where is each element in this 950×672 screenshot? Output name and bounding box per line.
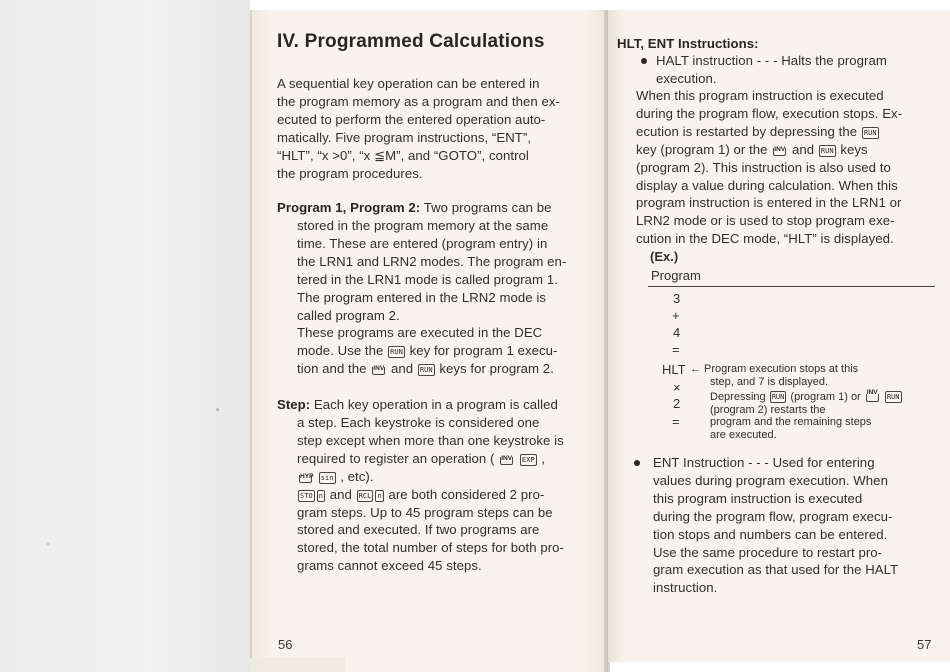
page-number: 56: [278, 637, 293, 652]
program-step: 3: [673, 291, 681, 306]
n-key-icon: n: [377, 491, 382, 500]
key-body: [500, 457, 513, 465]
text-line: [297, 468, 595, 486]
text-line: during the program flow, execution stops. Ex-: [636, 105, 903, 121]
text-fragment: tion and the: [297, 361, 367, 377]
term-label: Program 1, Program 2:: [277, 200, 421, 215]
text-line: this program instruction is executed: [653, 490, 863, 506]
exp-key-icon: EXP: [521, 455, 535, 464]
text-line: A sequential key operation can be entered in: [277, 76, 540, 91]
step-definition-body: [297, 414, 595, 575]
text-line: are executed.: [710, 428, 777, 441]
inv-key-icon: [772, 142, 787, 156]
section-title: HLT, ENT Instructions:: [617, 36, 759, 51]
text-fragment: and: [329, 486, 352, 502]
text-line: ← Program execution stops at this: [690, 363, 859, 375]
text-line: gram execution as that used for the HALT: [653, 562, 899, 578]
key-body: [299, 475, 312, 483]
text-line: [690, 388, 936, 404]
program-step: 4: [673, 325, 681, 340]
key-body: [372, 367, 385, 375]
term-label: Step:: [277, 397, 311, 412]
text-fragment: key (program 1) or the: [636, 141, 768, 157]
run-key-icon: RUN: [390, 348, 403, 357]
paper-speck: [216, 408, 219, 411]
text-line: the program procedures.: [277, 165, 423, 181]
text-line: (program 2). This instruction is also used to: [636, 159, 891, 175]
key-label: INV: [866, 389, 878, 396]
run-key-icon: RUN: [419, 366, 433, 375]
page-heading: IV. Programmed Calculations: [277, 31, 545, 52]
text-line: grams cannot exceed 45 steps.: [297, 558, 482, 574]
text-line: ENT Instruction - - - Used for entering: [653, 455, 875, 470]
text-line: a step. Each keystroke is considered one: [297, 415, 540, 430]
text-line: (program 2) restarts the: [710, 403, 826, 416]
text-line: When this program instruction is executed: [636, 88, 884, 103]
text-fragment: ecution is restarted by depressing the: [636, 123, 858, 139]
text-fragment: (program 1) or: [790, 391, 861, 403]
text-fragment: , etc).: [340, 468, 374, 484]
text-line: execution.: [656, 70, 717, 86]
program-step: HLT: [662, 362, 686, 377]
text-fragment: and: [792, 141, 815, 157]
rcl-key-icon: RCL: [358, 491, 372, 500]
key-label: INV: [373, 365, 385, 373]
run-key-icon: RUN: [863, 128, 877, 137]
hyp-key-icon: [298, 469, 313, 483]
program-column-header: Program: [651, 268, 701, 283]
inv-key-icon: [499, 451, 514, 465]
bullet-icon: [634, 460, 640, 466]
inv-key-icon: [865, 388, 880, 402]
text-fragment: are both considered 2 pro-: [388, 486, 545, 502]
text-line: LRN2 mode or is used to stop program exe-: [636, 213, 895, 229]
text-line: [297, 486, 595, 504]
program-definition-body: [297, 217, 595, 378]
page-number: 57: [917, 637, 932, 652]
text-line: program instruction is entered in the LRN1 or: [636, 195, 902, 211]
page-bottom-edge: [250, 658, 345, 672]
text-line: stored and executed. If two programs are: [297, 522, 540, 538]
text-line: [636, 123, 936, 141]
text-line: ecuted to perform the entered operation auto-: [277, 111, 546, 127]
text-line: the program memory as a program and then ex-: [277, 93, 560, 109]
text-line: Use the same procedure to restart pro-: [653, 544, 883, 560]
program-step: ×: [673, 380, 681, 395]
text-fragment: Two programs can be: [420, 200, 552, 215]
example-annotation: [690, 363, 936, 441]
program-step: +: [672, 308, 680, 323]
text-line: step except when more than one keystroke is: [297, 432, 564, 448]
text-line: stored, the total number of steps for both pro-: [297, 540, 564, 556]
text-line: [297, 360, 595, 378]
text-line: These programs are executed in the DEC: [297, 325, 543, 341]
text-line: [297, 342, 595, 360]
text-line: required to register an operation ( INV EXP ,: [297, 450, 546, 466]
text-fragment: keys for program 2.: [439, 361, 554, 377]
text-line: during the program flow, program execu-: [653, 508, 893, 524]
text-line: tered in the LRN1 mode is called program 1.: [297, 271, 558, 287]
program-definition: [277, 199, 595, 217]
run-key-icon: RUN: [886, 393, 900, 401]
text-line: [277, 396, 595, 414]
program-step: =: [672, 342, 680, 357]
key-body: [773, 148, 786, 156]
text-fragment: key for program 1 execu-: [409, 343, 558, 359]
text-line: [277, 199, 595, 217]
text-line: the LRN1 and LRN2 modes. The program en-: [297, 253, 567, 269]
text-line: “HLT”, “x >0”, “x ≦M”, and “GOTO”, control: [277, 147, 529, 163]
text-line: matically. Five program instructions, “ENT”,: [277, 129, 532, 145]
text-line: instruction.: [653, 580, 718, 596]
section-heading: [617, 35, 937, 53]
text-line: gram steps. Up to 45 program steps can be: [297, 504, 553, 520]
example-label: (Ex.): [650, 249, 679, 264]
text-fragment: required to register an operation (: [297, 450, 495, 466]
key-body: [866, 394, 879, 402]
text-line: tion stops and numbers can be entered.: [653, 526, 888, 542]
text-line: display a value during calculation. When this: [636, 177, 898, 193]
n-key-icon: n: [318, 491, 324, 500]
halt-instruction: [656, 52, 936, 88]
text-line: program and the remaining steps: [710, 416, 872, 428]
text-line: HALT instruction - - - Halts the program: [656, 53, 887, 68]
text-line: time. These are entered (program entry) in: [297, 235, 548, 251]
example-rule: [648, 286, 935, 287]
text-fragment: and: [390, 361, 414, 377]
program-step: =: [672, 414, 680, 429]
inv-key-icon: [371, 361, 386, 375]
sin-key-icon: sin: [320, 473, 334, 482]
text-line: step, and 7 is displayed.: [710, 375, 829, 388]
text-line: [636, 141, 936, 159]
bullet-icon: [641, 58, 647, 64]
paper-speck: [47, 543, 49, 545]
text-line: cution in the DEC mode, “HLT” is displayed.: [636, 231, 894, 247]
run-key-icon: RUN: [771, 393, 785, 401]
sto-key-icon: STO: [300, 491, 313, 500]
key-label: INV: [774, 145, 786, 153]
text-line: The program entered in the LRN2 mode is: [297, 289, 546, 305]
run-key-icon: RUN: [820, 146, 834, 155]
blank-left-margin: [0, 0, 250, 672]
text-fragment: mode. Use the: [297, 343, 384, 359]
halt-description: [636, 87, 936, 248]
program-step: 2: [673, 396, 681, 411]
text-fragment: keys: [840, 141, 868, 157]
text-line: stored in the program memory at the same: [297, 218, 549, 233]
ent-instruction: [653, 454, 936, 597]
text-line: called program 2.: [297, 307, 400, 323]
step-definition: [277, 396, 595, 414]
text-line: values during program execution. When: [653, 472, 888, 488]
key-label: HYP: [300, 472, 314, 480]
text-fragment: Depressing: [710, 391, 766, 403]
key-label: INV: [501, 454, 513, 462]
text-fragment: Each key operation in a program is called: [310, 397, 558, 412]
intro-paragraph: [277, 75, 595, 182]
